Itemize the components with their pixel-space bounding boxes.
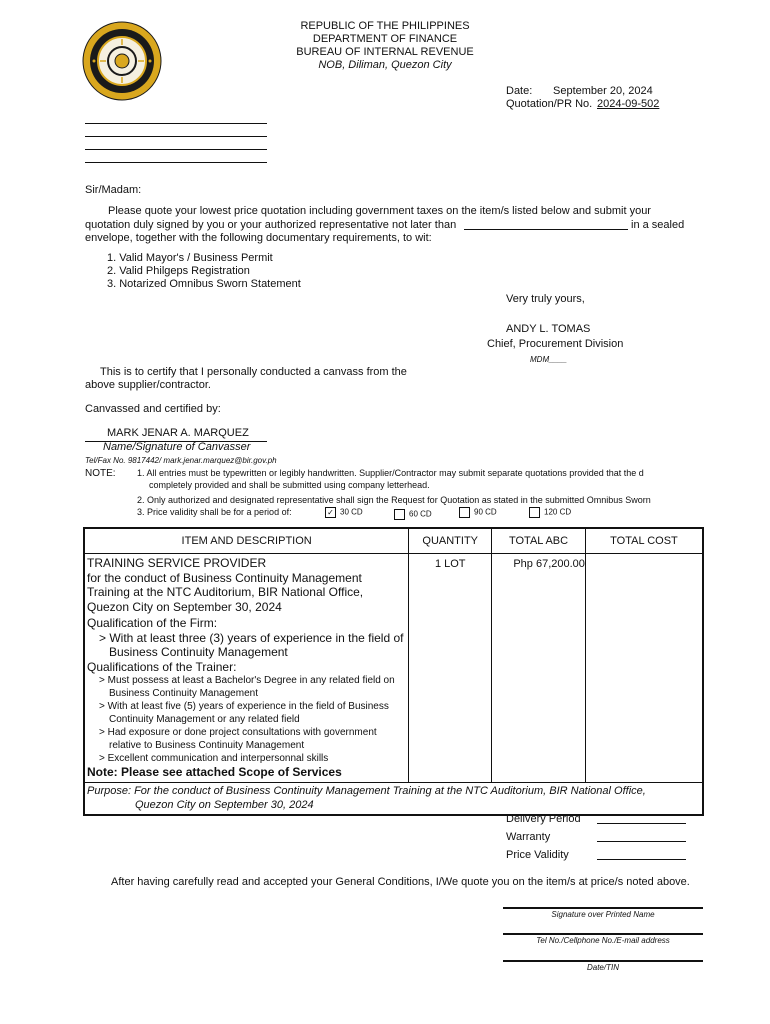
checkbox-icon[interactable] xyxy=(459,507,470,518)
date-value: September 20, 2024 xyxy=(553,85,653,97)
table-header-row xyxy=(84,528,703,554)
qualification-trainer-item: > Excellent communication and interpersonnal skills xyxy=(99,753,329,764)
note-1b: completely provided and shall be submitted using company letterhead. xyxy=(149,480,430,490)
note-3: 3. Price validity shall be for a period of: xyxy=(137,507,292,517)
validity-option-90[interactable]: 90 CD xyxy=(459,507,497,518)
delivery-period-label: Delivery Period xyxy=(506,813,581,825)
body-line3: envelope, together with the following documentary requirements, to wit: xyxy=(85,232,432,244)
validity-option-60[interactable]: 60 CD xyxy=(394,509,432,520)
qualification-trainer-item: > Had exposure or done project consultations with government relative to Business Continuity Management xyxy=(99,727,377,751)
note-2: 2. Only authorized and designated representative shall sign the Request for Quotation as stated in the submitted Omnibus Sworn xyxy=(137,495,651,505)
quotation-label: Quotation/PR No. xyxy=(506,98,593,110)
header-line2: DEPARTMENT OF FINANCE xyxy=(312,33,458,45)
price-validity-field[interactable] xyxy=(597,859,686,860)
header-line3: BUREAU OF INTERNAL REVENUE xyxy=(296,46,474,58)
qualification-trainer-item: > With at least five (5) years of experience in the field of Business Continuity Management or any related field xyxy=(99,701,389,725)
date-label: Date: xyxy=(506,85,533,97)
signatory-name: ANDY L. TOMAS xyxy=(506,323,591,335)
abc-value: Php 67,200.00 xyxy=(513,558,585,570)
header-quantity: QUANTITY xyxy=(409,528,492,554)
canvasser-name: MARK JENAR A. MARQUEZ xyxy=(107,427,249,439)
requirement-3: 3. Notarized Omnibus Sworn Statement xyxy=(107,278,301,290)
warranty-field[interactable] xyxy=(597,841,686,842)
qualification-firm-item: > With at least three (3) years of experience in the field of Business Continuity Management xyxy=(99,630,404,659)
purpose-row xyxy=(84,782,703,815)
quotation-number: 2024-09-502 xyxy=(597,98,660,110)
quantity-value: 1 LOT xyxy=(434,558,466,570)
item-description: for the conduct of Business Continuity Management Training at the NTC Auditorium, BIR National Office, Quezon City on September 30, 2024 xyxy=(87,570,364,614)
bir-seal-logo xyxy=(82,21,162,101)
validity-option-120[interactable]: 120 CD xyxy=(529,507,571,518)
validity-option-30[interactable]: ✓ 30 CD xyxy=(325,507,363,518)
quantity-cell xyxy=(409,554,492,783)
table-row xyxy=(84,554,703,783)
note-label: NOTE: xyxy=(85,468,116,479)
deadline-blank xyxy=(464,229,628,230)
signatory-title: Chief, Procurement Division xyxy=(487,338,624,350)
header-total-abc: TOTAL ABC xyxy=(492,528,586,554)
requirement-2: 2. Valid Philgeps Registration xyxy=(107,265,250,277)
certify-line2: above supplier/contractor. xyxy=(85,379,211,391)
header-line1: REPUBLIC OF THE PHILIPPINES xyxy=(300,20,470,32)
date-tin-caption: Date/TIN xyxy=(586,963,619,972)
body-line1: Please quote your lowest price quotation including government taxes on the item/s listed below and submit your xyxy=(108,205,651,217)
checkbox-icon[interactable] xyxy=(394,509,405,520)
note-1a: 1. All entries must be typewritten or legibly handwritten. Supplier/Contractor may submit separate quotations provided that the d xyxy=(137,468,644,478)
initials: MDM____ xyxy=(530,355,567,364)
contact-caption: Tel No./Cellphone No./E-mail address xyxy=(536,936,670,945)
certify-line1: This is to certify that I personally conducted a canvass from the xyxy=(100,366,407,378)
address-line xyxy=(85,162,267,163)
purpose-line1: Purpose: For the conduct of Business Continuity Management Training at the NTC Auditorium, BIR National Office, xyxy=(87,784,646,797)
warranty-label: Warranty xyxy=(506,831,551,843)
contact-line[interactable] xyxy=(503,933,703,935)
header-total-cost: TOTAL COST xyxy=(585,528,703,554)
header-item-description: ITEM AND DESCRIPTION xyxy=(84,528,409,554)
canvasser-caption: Name/Signature of Canvasser xyxy=(103,441,251,453)
header-line4: NOB, Diliman, Quezon City xyxy=(318,59,452,71)
qualification-firm-label: Qualification of the Firm: xyxy=(87,616,218,630)
item-description-cell xyxy=(84,554,409,783)
price-validity-label: Price Validity xyxy=(506,849,569,861)
salutation: Sir/Madam: xyxy=(85,184,142,196)
acceptance-statement: After having carefully read and accepted your General Conditions, I/We quote you on the item/s at price/s noted above. xyxy=(111,876,690,888)
checkbox-checked-icon[interactable]: ✓ xyxy=(325,507,336,518)
date-tin-line[interactable] xyxy=(503,960,703,962)
canvassed-label: Canvassed and certified by: xyxy=(85,403,221,415)
address-line xyxy=(85,149,267,150)
closing-regards: Very truly yours, xyxy=(506,293,585,305)
total-cost-cell[interactable] xyxy=(585,554,703,783)
scope-note: Note: Please see attached Scope of Services xyxy=(87,765,342,779)
purpose-line2: Quezon City on September 30, 2024 xyxy=(135,798,314,811)
qualification-trainer-item: > Must possess at least a Bachelor's Degree in any related field on Business Continuity Management xyxy=(99,675,395,699)
signature-caption: Signature over Printed Name xyxy=(551,910,655,919)
abc-cell xyxy=(492,554,586,783)
items-table xyxy=(83,527,704,816)
body-line2-end: in a sealed xyxy=(631,219,685,231)
signature-line[interactable] xyxy=(503,907,703,909)
delivery-period-field[interactable] xyxy=(597,823,686,824)
item-title: TRAINING SERVICE PROVIDER xyxy=(87,556,267,570)
address-line xyxy=(85,136,267,137)
requirement-1: 1. Valid Mayor's / Business Permit xyxy=(107,252,273,264)
qualification-trainer-label: Qualifications of the Trainer: xyxy=(87,659,237,674)
body-line2: quotation duly signed by you or your authorized representative not later than xyxy=(85,219,457,231)
canvasser-contact: Tel/Fax No. 9817442/ mark.jenar.marquez@bir.gov.ph xyxy=(85,456,277,465)
checkbox-icon[interactable] xyxy=(529,507,540,518)
address-line xyxy=(85,123,267,124)
